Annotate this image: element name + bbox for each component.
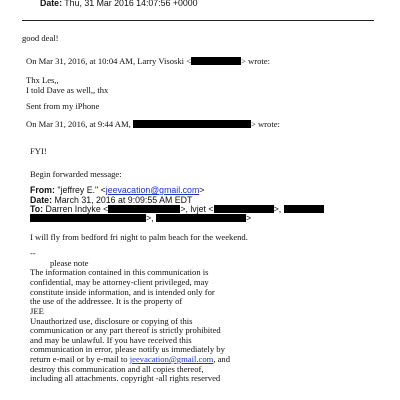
- quote1-intro-prefix: On Mar 31, 2016, at 10:04 AM, Larry Visoski <: [26, 56, 192, 66]
- forwarded-from: [30, 185, 204, 196]
- fwd-date-value: March 31, 2016 at 9:09:55 AM EDT: [52, 195, 193, 205]
- signature-line: destroy this communication and all copies thereof,: [30, 364, 204, 374]
- redaction-block: [156, 214, 246, 222]
- begin-forwarded: Begin forwarded message:: [30, 169, 122, 179]
- redaction-block: [30, 214, 146, 222]
- to-mid: >, lvjet <: [180, 204, 214, 214]
- signature-line: and may be unlawful. If you have received this: [30, 335, 192, 345]
- to-label: To:: [30, 204, 44, 214]
- signature-line: The information contained in this communication is: [30, 267, 209, 277]
- fwd-date-label: Date:: [30, 195, 52, 205]
- header-divider: [22, 20, 374, 21]
- from-label: From:: [30, 185, 55, 195]
- forwarded-to-line-2: [30, 213, 251, 224]
- from-name: "jeffrey E." <: [54, 185, 106, 195]
- quote1-line-1: Thx Les,,: [26, 75, 59, 85]
- redaction-block: [191, 57, 241, 65]
- quote2-intro-prefix: On Mar 31, 2016, at 9:44 AM,: [26, 119, 131, 129]
- from-email-link[interactable]: jeevacation@gmail.com: [105, 185, 200, 195]
- signature-line: Unauthorized use, disclosure or copying of this: [30, 316, 193, 326]
- redaction-block: [108, 205, 180, 213]
- return-email-link[interactable]: jeevacation@gmail.com: [129, 354, 214, 364]
- redaction-block: [284, 205, 324, 213]
- to-line2-mid: >,: [146, 213, 154, 223]
- redaction-block: [214, 205, 274, 213]
- return-prefix: return e-mail or by e-mail to: [30, 354, 130, 364]
- email-date-header: [40, 0, 198, 9]
- signature-dash: --: [30, 248, 36, 258]
- sent-from-line: Sent from my iPhone: [26, 101, 100, 111]
- quote2-intro: [26, 119, 280, 130]
- date-value: Thu, 31 Mar 2016 14:07:56 +0000: [64, 0, 198, 8]
- date-label: Date:: [40, 0, 62, 8]
- signature-line: confidential, may be attorney-client privileged, may: [30, 277, 209, 287]
- to-end-1: >,: [273, 204, 282, 214]
- from-end: >: [199, 185, 205, 195]
- redaction-block: [133, 120, 251, 128]
- fyi-text: FYI!: [30, 146, 47, 156]
- forwarded-body: I will fly from bedford fri night to palm beach for the weekend.: [30, 232, 248, 242]
- quote2-intro-suffix: > wrote:: [250, 119, 280, 129]
- to-line2-end: >: [246, 213, 252, 223]
- signature-line: JEE: [30, 306, 44, 316]
- signature-note: please note: [50, 258, 89, 268]
- to-value: Darren Indyke <: [43, 204, 109, 214]
- quote1-intro: [26, 56, 270, 67]
- signature-line: communication in error, please notify us immediately by: [30, 344, 225, 354]
- signature-return-line: [30, 354, 230, 365]
- signature-line: communication or any part thereof is strictly prohibited: [30, 325, 221, 335]
- quote1-intro-suffix: > wrote:: [241, 56, 271, 66]
- signature-line: including all attachments. copyright -all rights reserved: [30, 373, 221, 383]
- signature-line: constitute inside information, and is intended only for: [30, 287, 215, 297]
- reply-text: good deal!: [22, 33, 59, 43]
- quote1-line-2: I told Dave as well,, thx: [26, 85, 109, 95]
- signature-line: the use of the addressee. It is the property of: [30, 296, 183, 306]
- return-suffix: , and: [213, 354, 231, 364]
